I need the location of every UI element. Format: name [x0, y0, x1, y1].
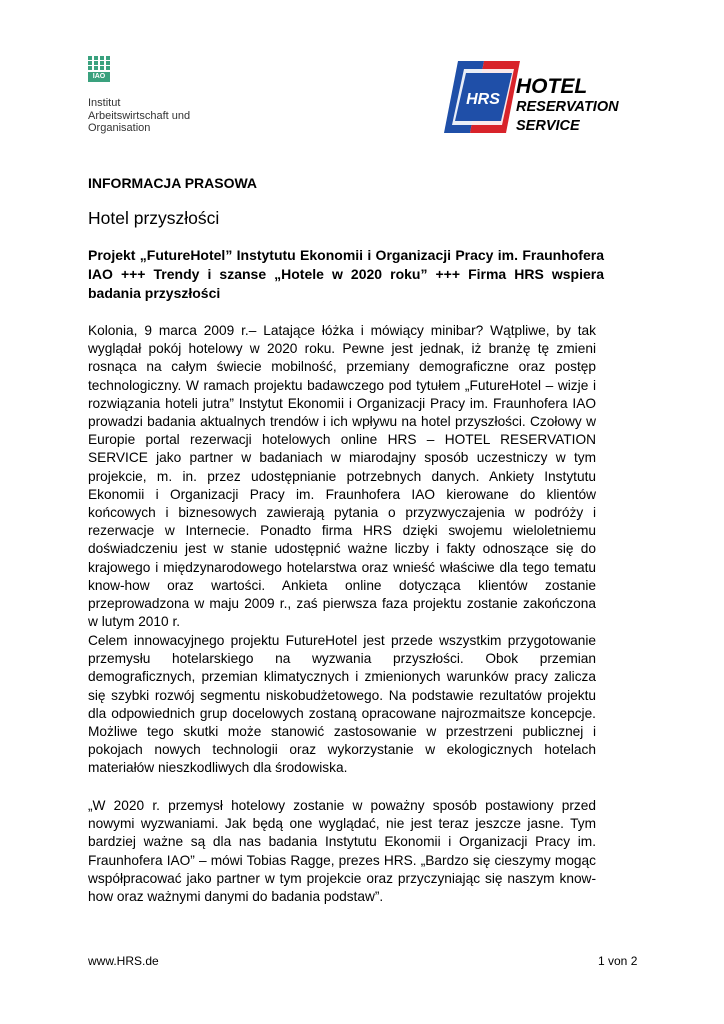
hrs-line-service: SERVICE — [516, 118, 580, 134]
iao-name-line-1: Institut — [88, 97, 121, 109]
hrs-line-reservation: RESERVATION — [516, 99, 619, 115]
iao-grid-icon — [88, 56, 110, 71]
document-title: Hotel przyszłości — [88, 208, 220, 228]
hrs-logo — [444, 57, 644, 137]
body-paragraph-1: Kolonia, 9 marca 2009 r.– Latające łóżka i mówiący minibar? Wątpliwe, by tak wyglądał pokój hotelowy w 2020 roku. Pewne jest jednak, iż branżę tę zmieni rosnąca na całym świecie mobilność, przemiany demograficzne oraz postęp technologiczny. W ramach projektu badawczego pod tytułem „FutureHotel – wizje i rozwiązania hoteli jutra” Instytut Ekonomii i Organizacji Pracy im. Fraunhofera IAO prowadzi badania aktualnych trendów i ich wpływu na hotel przyszłości. Czołowy w Europie portal rezerwacji hotelowych online HRS – HOTEL RESERVATION SERVICE jako partner w badaniach w miarodajny sposób uczestniczy w tym projekcie, m. in. przez udostępnianie potrzebnych danych. Ankiety Instytutu Ekonomii i Organizacji Pracy im. Fraunhofera IAO kierowane do klientów końcowych i biznesowych zawierają pytania o przyzwyczajenia w podróży i rezerwacje w Internecie. Ponadto firma HRS dzięki swojemu wieloletniemu doświadczeniu jest w stanie udostępnić ważne liczby i fakty odnoszące się do krajowego i międzynarodowego hotelarstwa oraz wnieść właściwe dla tego tematu know-how oraz wartości. Ankieta online dotycząca klientów zostanie przeprowadzona w maju 2009 r., zaś pierwsza faza projektu zostanie zakończona w lutym 2010 r. — [88, 323, 596, 630]
iao-name-line-2: Arbeitswirtschaft und — [88, 109, 191, 122]
press-release-kicker: INFORMACJA PRASOWA — [88, 175, 258, 191]
iao-logo — [88, 56, 112, 84]
iao-institute-name — [88, 97, 190, 135]
hrs-badge-text: HRS — [466, 91, 500, 108]
document-subtitle: Projekt „FutureHotel” Instytutu Ekonomii i Organizacji Pracy im. Fraunhofera IAO +++ Trendy i szanse „Hotele w 2020 roku” +++ Firma HRS wspiera badania przyszłości — [88, 247, 604, 301]
body-paragraph-2: Celem innowacyjnego projektu FutureHotel jest przede wszystkim przygotowanie przemysłu hotelarskiego na wyzwania przyszłości. Obok przemian demograficznych, przemian klimatycznych i zmienionych warunków pracy zalicza się szybki rozwój segmentu niskobudżetowego. Na podstawie rezultatów projektu dla odpowiednich grup docelowych zostaną opracowane najrozmaitsze koncepcje. Możliwe tego skutki może stanowić zastosowanie w przestrzeni publicznej i pokojach nowych technologii oraz wykorzystanie w ekologicznych hotelach materiałów nieszkodliwych dla środowiska. — [88, 633, 596, 776]
body-paragraph-3: „W 2020 r. przemysł hotelowy zostanie w poważny sposób postawiony przed nowymi wyzwaniami. Jak będą one wyglądać, nie jest teraz jeszcze jasne. Tym bardziej ważne są dla nas badania Instytutu Ekonomii i Organizacji Pracy im. Fraunhofera IAO” – mówi Tobias Ragge, prezes HRS. „Bardzo się cieszymy mogąc współpracować jako partner w tym projekcie oraz przyczyniając się naszym know-how oraz ważnymi danymi do badania podstaw”. — [88, 798, 596, 905]
hrs-line-hotel: HOTEL — [516, 75, 588, 98]
iao-name-line-3: Organisation — [88, 122, 151, 134]
iao-box-label: IAO — [88, 72, 110, 82]
page-number: 1 von 2 — [598, 954, 638, 968]
hrs-emblem-icon — [444, 57, 520, 137]
footer-url: www.HRS.de — [88, 954, 159, 968]
